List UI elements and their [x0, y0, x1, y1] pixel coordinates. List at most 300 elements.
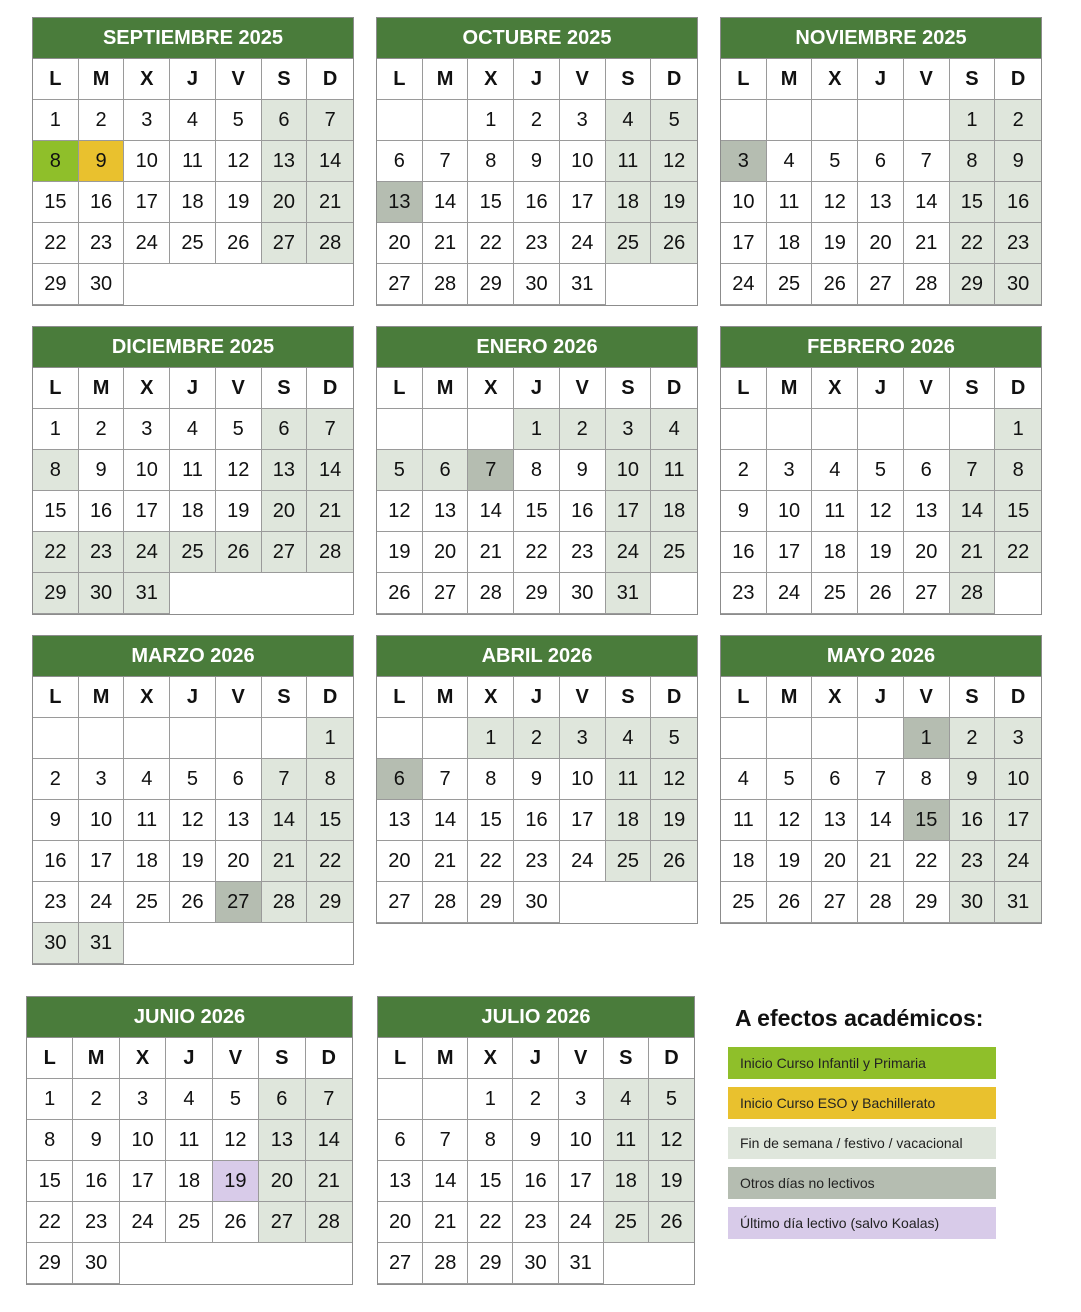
month-title: JULIO 2026: [378, 997, 694, 1038]
day-cell: 16: [950, 800, 996, 841]
day-cell: 6: [259, 1079, 305, 1120]
day-cell: 6: [216, 759, 262, 800]
day-cell: 28: [468, 573, 514, 614]
day-cell: 29: [33, 264, 79, 305]
day-cell: 8: [468, 141, 514, 182]
day-cell: 17: [124, 491, 170, 532]
day-cell: 3: [120, 1079, 166, 1120]
weekday-header: M: [767, 677, 813, 718]
weekday-header: M: [767, 59, 813, 100]
day-cell: 24: [124, 532, 170, 573]
day-cell: 5: [858, 450, 904, 491]
day-cell: 30: [950, 882, 996, 923]
day-cell: 10: [559, 1120, 604, 1161]
day-cell: 15: [995, 491, 1041, 532]
day-cell: 10: [560, 141, 606, 182]
day-cell: 6: [858, 141, 904, 182]
weekday-header: V: [216, 368, 262, 409]
day-cell: 14: [468, 491, 514, 532]
day-cell: 3: [79, 759, 125, 800]
day-cell: 11: [606, 141, 652, 182]
day-cell: 28: [858, 882, 904, 923]
month-title: DICIEMBRE 2025: [33, 327, 353, 368]
day-cell: 21: [306, 1161, 352, 1202]
day-cell: 6: [423, 450, 469, 491]
empty-day-cell: [423, 718, 469, 759]
weekday-header: L: [721, 677, 767, 718]
day-cell: 8: [995, 450, 1041, 491]
weekday-header: S: [950, 59, 996, 100]
day-cell: 11: [170, 450, 216, 491]
day-cell: 27: [423, 573, 469, 614]
day-cell: 30: [79, 264, 125, 305]
weekday-header: D: [649, 1038, 694, 1079]
day-cell: 7: [858, 759, 904, 800]
day-cell: 4: [170, 409, 216, 450]
day-cell: 29: [514, 573, 560, 614]
day-cell: 18: [606, 182, 652, 223]
day-cell: 30: [33, 923, 79, 964]
day-cell: 22: [514, 532, 560, 573]
day-cell: 26: [213, 1202, 259, 1243]
month-calendar: [376, 17, 698, 306]
month-title: FEBRERO 2026: [721, 327, 1041, 368]
day-cell: 23: [514, 841, 560, 882]
day-cell: 23: [721, 573, 767, 614]
day-cell: 1: [33, 100, 79, 141]
day-cell: 6: [262, 409, 308, 450]
day-cell: 2: [79, 409, 125, 450]
day-cell: 2: [950, 718, 996, 759]
day-cell: 22: [27, 1202, 73, 1243]
day-cell: 16: [560, 491, 606, 532]
empty-day-cell: [904, 100, 950, 141]
weekday-header: X: [124, 368, 170, 409]
day-cell: 12: [213, 1120, 259, 1161]
weekday-header: X: [812, 368, 858, 409]
day-cell: 6: [904, 450, 950, 491]
month-title: JUNIO 2026: [27, 997, 352, 1038]
day-cell: 28: [262, 882, 308, 923]
day-cell: 30: [79, 573, 125, 614]
day-cell: 31: [560, 264, 606, 305]
day-cell: 5: [767, 759, 813, 800]
day-cell: 25: [812, 573, 858, 614]
day-cell: 24: [79, 882, 125, 923]
day-cell: 8: [27, 1120, 73, 1161]
day-cell: 10: [120, 1120, 166, 1161]
day-cell: 14: [858, 800, 904, 841]
day-cell: 18: [721, 841, 767, 882]
day-cell: 11: [812, 491, 858, 532]
month-title: MARZO 2026: [33, 636, 353, 677]
empty-day-cell: [721, 409, 767, 450]
day-cell: 15: [307, 800, 353, 841]
weekday-header: S: [262, 59, 308, 100]
day-cell: 18: [604, 1161, 649, 1202]
legend-item-fin-de-semana: Fin de semana / festivo / vacacional: [728, 1127, 996, 1159]
day-cell: 23: [514, 223, 560, 264]
day-cell: 1: [904, 718, 950, 759]
day-cell: 16: [514, 800, 560, 841]
day-cell: 11: [604, 1120, 649, 1161]
day-cell: 30: [514, 882, 560, 923]
empty-day-cell: [423, 100, 469, 141]
day-cell: 20: [904, 532, 950, 573]
legend-item-otros-dias: Otros días no lectivos: [728, 1167, 996, 1199]
day-cell: 23: [33, 882, 79, 923]
month-grid: [377, 59, 697, 305]
day-cell: 22: [33, 223, 79, 264]
day-cell: 21: [423, 841, 469, 882]
day-cell: 13: [262, 450, 308, 491]
month-title: MAYO 2026: [721, 636, 1041, 677]
weekday-header: X: [120, 1038, 166, 1079]
day-cell: 9: [79, 450, 125, 491]
month-calendar: [720, 635, 1042, 924]
day-cell: 7: [262, 759, 308, 800]
month-grid: [721, 677, 1041, 923]
weekday-header: V: [904, 368, 950, 409]
day-cell: 1: [27, 1079, 73, 1120]
month-grid: [377, 677, 697, 923]
day-cell: 19: [649, 1161, 694, 1202]
day-cell: 23: [79, 532, 125, 573]
day-cell: 23: [513, 1202, 558, 1243]
empty-day-cell: [33, 718, 79, 759]
day-cell: 30: [995, 264, 1041, 305]
day-cell: 27: [904, 573, 950, 614]
legend-item-inicio-eso: Inicio Curso ESO y Bachillerato: [728, 1087, 996, 1119]
weekday-header: L: [27, 1038, 73, 1079]
day-cell: 12: [216, 450, 262, 491]
day-cell: 1: [307, 718, 353, 759]
day-cell: 21: [950, 532, 996, 573]
day-cell: 2: [514, 100, 560, 141]
weekday-header: L: [33, 59, 79, 100]
day-cell: 20: [378, 1202, 423, 1243]
day-cell: 21: [858, 841, 904, 882]
empty-day-cell: [216, 718, 262, 759]
day-cell: 20: [262, 182, 308, 223]
month-calendar: [32, 326, 354, 615]
day-cell: 29: [33, 573, 79, 614]
day-cell: 26: [651, 223, 697, 264]
day-cell: 29: [468, 264, 514, 305]
day-cell: 20: [262, 491, 308, 532]
day-cell: 9: [79, 141, 125, 182]
day-cell: 15: [950, 182, 996, 223]
weekday-header: S: [604, 1038, 649, 1079]
day-cell: 24: [721, 264, 767, 305]
day-cell: 18: [651, 491, 697, 532]
day-cell: 10: [124, 141, 170, 182]
weekday-header: L: [33, 677, 79, 718]
day-cell: 18: [767, 223, 813, 264]
day-cell: 27: [216, 882, 262, 923]
day-cell: 7: [423, 759, 469, 800]
day-cell: 25: [170, 223, 216, 264]
empty-day-cell: [950, 409, 996, 450]
day-cell: 10: [721, 182, 767, 223]
weekday-header: S: [606, 368, 652, 409]
day-cell: 5: [170, 759, 216, 800]
empty-day-cell: [858, 100, 904, 141]
day-cell: 9: [514, 759, 560, 800]
day-cell: 8: [307, 759, 353, 800]
empty-day-cell: [812, 409, 858, 450]
day-cell: 27: [262, 532, 308, 573]
day-cell: 21: [307, 182, 353, 223]
weekday-header: J: [858, 677, 904, 718]
day-cell: 1: [468, 1079, 513, 1120]
day-cell: 12: [767, 800, 813, 841]
day-cell: 8: [33, 450, 79, 491]
day-cell: 13: [377, 182, 423, 223]
weekday-header: V: [904, 677, 950, 718]
day-cell: 8: [514, 450, 560, 491]
weekday-header: S: [950, 368, 996, 409]
weekday-header: X: [468, 1038, 513, 1079]
day-cell: 28: [904, 264, 950, 305]
weekday-header: X: [812, 677, 858, 718]
weekday-header: J: [514, 677, 560, 718]
empty-day-cell: [262, 718, 308, 759]
day-cell: 22: [307, 841, 353, 882]
day-cell: 2: [73, 1079, 119, 1120]
weekday-header: S: [262, 368, 308, 409]
weekday-header: J: [513, 1038, 558, 1079]
day-cell: 3: [560, 100, 606, 141]
weekday-header: L: [378, 1038, 423, 1079]
month-grid: [33, 368, 353, 614]
day-cell: 22: [904, 841, 950, 882]
day-cell: 26: [858, 573, 904, 614]
day-cell: 24: [124, 223, 170, 264]
day-cell: 6: [812, 759, 858, 800]
weekday-header: J: [514, 59, 560, 100]
day-cell: 23: [950, 841, 996, 882]
day-cell: 14: [423, 800, 469, 841]
day-cell: 9: [560, 450, 606, 491]
weekday-header: V: [560, 677, 606, 718]
month-grid: [721, 368, 1041, 614]
weekday-header: D: [651, 677, 697, 718]
day-cell: 17: [79, 841, 125, 882]
weekday-header: M: [423, 59, 469, 100]
weekday-header: J: [514, 368, 560, 409]
weekday-header: J: [858, 368, 904, 409]
day-cell: 11: [651, 450, 697, 491]
day-cell: 25: [767, 264, 813, 305]
day-cell: 19: [651, 800, 697, 841]
day-cell: 30: [73, 1243, 119, 1284]
empty-day-cell: [721, 718, 767, 759]
day-cell: 9: [721, 491, 767, 532]
weekday-header: X: [812, 59, 858, 100]
weekday-header: M: [73, 1038, 119, 1079]
day-cell: 17: [721, 223, 767, 264]
day-cell: 26: [812, 264, 858, 305]
day-cell: 20: [377, 223, 423, 264]
day-cell: 2: [995, 100, 1041, 141]
weekday-header: V: [216, 59, 262, 100]
day-cell: 8: [950, 141, 996, 182]
day-cell: 27: [812, 882, 858, 923]
day-cell: 1: [995, 409, 1041, 450]
day-cell: 6: [377, 141, 423, 182]
day-cell: 16: [79, 491, 125, 532]
day-cell: 15: [468, 1161, 513, 1202]
day-cell: 26: [649, 1202, 694, 1243]
day-cell: 22: [468, 1202, 513, 1243]
day-cell: 19: [216, 182, 262, 223]
day-cell: 11: [170, 141, 216, 182]
day-cell: 26: [216, 223, 262, 264]
month-grid: [33, 59, 353, 305]
day-cell: 21: [904, 223, 950, 264]
day-cell: 24: [606, 532, 652, 573]
day-cell: 24: [767, 573, 813, 614]
weekday-header: D: [651, 368, 697, 409]
weekday-header: D: [306, 1038, 352, 1079]
day-cell: 6: [377, 759, 423, 800]
day-cell: 12: [651, 141, 697, 182]
day-cell: 4: [767, 141, 813, 182]
day-cell: 21: [307, 491, 353, 532]
day-cell: 12: [858, 491, 904, 532]
empty-day-cell: [378, 1079, 423, 1120]
day-cell: 29: [468, 1243, 513, 1284]
day-cell: 19: [767, 841, 813, 882]
empty-day-cell: [904, 409, 950, 450]
weekday-header: V: [560, 368, 606, 409]
day-cell: 27: [259, 1202, 305, 1243]
day-cell: 3: [767, 450, 813, 491]
day-cell: 14: [423, 1161, 468, 1202]
day-cell: 4: [812, 450, 858, 491]
day-cell: 9: [73, 1120, 119, 1161]
month-calendar: [32, 17, 354, 306]
day-cell: 5: [216, 409, 262, 450]
month-title: OCTUBRE 2025: [377, 18, 697, 59]
day-cell: 17: [124, 182, 170, 223]
day-cell: 17: [995, 800, 1041, 841]
day-cell: 13: [259, 1120, 305, 1161]
weekday-header: S: [259, 1038, 305, 1079]
day-cell: 10: [995, 759, 1041, 800]
day-cell: 2: [514, 718, 560, 759]
empty-day-cell: [812, 100, 858, 141]
weekday-header: L: [33, 368, 79, 409]
day-cell: 26: [377, 573, 423, 614]
day-cell: 31: [559, 1243, 604, 1284]
day-cell: 27: [377, 882, 423, 923]
weekday-header: D: [307, 368, 353, 409]
day-cell: 11: [767, 182, 813, 223]
day-cell: 28: [423, 882, 469, 923]
day-cell: 15: [514, 491, 560, 532]
day-cell: 14: [904, 182, 950, 223]
weekday-header: D: [307, 59, 353, 100]
day-cell: 3: [995, 718, 1041, 759]
day-cell: 17: [560, 800, 606, 841]
day-cell: 24: [560, 223, 606, 264]
day-cell: 31: [995, 882, 1041, 923]
day-cell: 15: [468, 182, 514, 223]
weekday-header: L: [377, 368, 423, 409]
month-title: ABRIL 2026: [377, 636, 697, 677]
month-title: SEPTIEMBRE 2025: [33, 18, 353, 59]
day-cell: 3: [124, 409, 170, 450]
empty-day-cell: [767, 409, 813, 450]
weekday-header: X: [124, 59, 170, 100]
day-cell: 20: [858, 223, 904, 264]
weekday-header: D: [995, 368, 1041, 409]
month-calendar: [376, 326, 698, 615]
day-cell: 22: [33, 532, 79, 573]
day-cell: 11: [124, 800, 170, 841]
day-cell: 13: [858, 182, 904, 223]
empty-day-cell: [377, 409, 423, 450]
day-cell: 7: [904, 141, 950, 182]
weekday-header: X: [468, 59, 514, 100]
day-cell: 18: [170, 182, 216, 223]
weekday-header: D: [995, 59, 1041, 100]
month-calendar: [26, 996, 353, 1285]
weekday-header: M: [423, 1038, 468, 1079]
day-cell: 1: [468, 100, 514, 141]
day-cell: 2: [721, 450, 767, 491]
weekday-header: S: [262, 677, 308, 718]
day-cell: 7: [307, 409, 353, 450]
day-cell: 16: [73, 1161, 119, 1202]
empty-day-cell: [767, 100, 813, 141]
day-cell: 25: [606, 223, 652, 264]
day-cell: 25: [124, 882, 170, 923]
day-cell: 21: [468, 532, 514, 573]
month-calendar: [720, 326, 1042, 615]
legend-item-ultimo-dia: Último día lectivo (salvo Koalas): [728, 1207, 996, 1239]
empty-day-cell: [170, 718, 216, 759]
day-cell: 2: [560, 409, 606, 450]
day-cell: 23: [995, 223, 1041, 264]
day-cell: 7: [950, 450, 996, 491]
month-grid: [27, 1038, 352, 1284]
day-cell: 7: [423, 141, 469, 182]
weekday-header: V: [213, 1038, 259, 1079]
day-cell: 24: [120, 1202, 166, 1243]
day-cell: 17: [606, 491, 652, 532]
day-cell: 30: [560, 573, 606, 614]
day-cell: 12: [216, 141, 262, 182]
empty-day-cell: [858, 409, 904, 450]
day-cell: 5: [213, 1079, 259, 1120]
empty-day-cell: [377, 100, 423, 141]
day-cell: 12: [651, 759, 697, 800]
day-cell: 5: [651, 100, 697, 141]
day-cell: 8: [468, 1120, 513, 1161]
weekday-header: S: [950, 677, 996, 718]
weekday-header: S: [606, 59, 652, 100]
day-cell: 9: [950, 759, 996, 800]
day-cell: 2: [33, 759, 79, 800]
day-cell: 16: [721, 532, 767, 573]
day-cell: 29: [307, 882, 353, 923]
month-grid: [721, 59, 1041, 305]
weekday-header: L: [377, 677, 423, 718]
day-cell: 1: [950, 100, 996, 141]
